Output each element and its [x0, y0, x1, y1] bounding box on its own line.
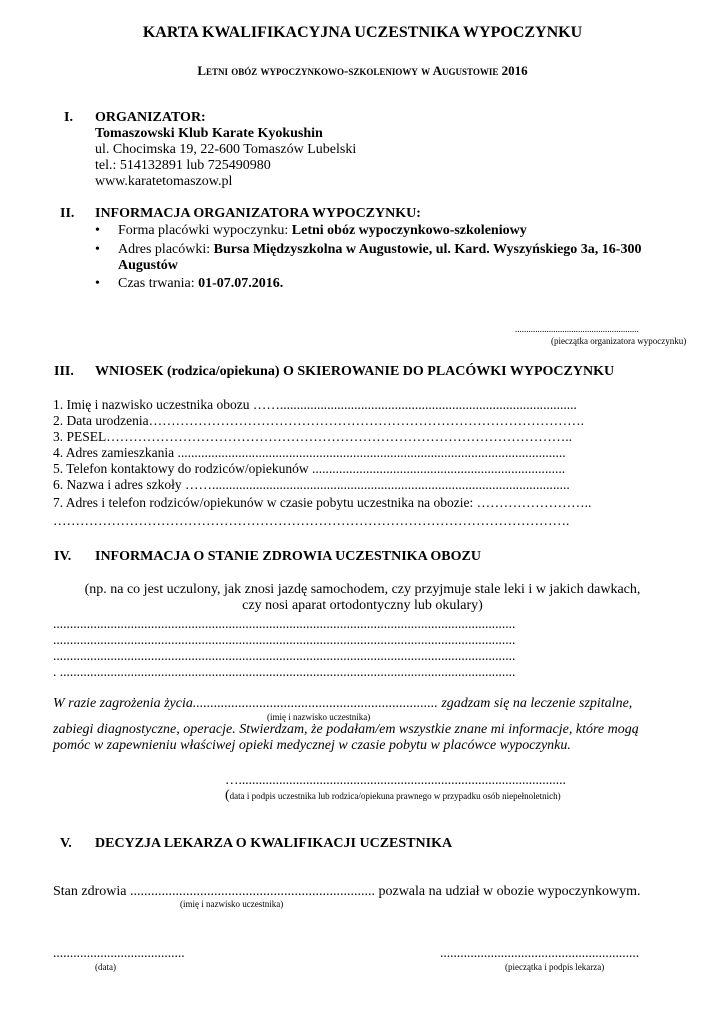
form-value: Letni obóz wypoczynkowo-szkoleniowy: [291, 223, 527, 238]
organizer-website: www.karatetomaszow.pl: [95, 174, 233, 189]
list-item-address: [118, 242, 641, 258]
health-hint: (np. na co jest uczulony, jak znosi jazdę samochodem, czy przyjmuje stale leki i w jakich dawkach,: [84, 582, 641, 597]
address-value: Bursa Międzyszkolna w Augustowie, ul. Kard. Wyszyńskiego 3a, 16-300: [213, 242, 642, 257]
doctor-signature-line[interactable]: ...........................................................: [440, 945, 640, 960]
section-number: II.: [60, 206, 75, 221]
organizer-address: ul. Chocimska 19, 22-600 Tomaszów Lubelski: [95, 142, 357, 157]
section-number: IV.: [54, 549, 72, 564]
organizer-name: Tomaszowski Klub Karate Kyokushin: [95, 126, 323, 141]
field-parent-address[interactable]: 7. Adres i telefon rodziców/opiekunów w czasie pobytu uczestnika na obozie: ……………………..: [53, 495, 592, 510]
date-line[interactable]: .......................................: [53, 945, 185, 960]
health-hint-continued: czy nosi aparat ortodontyczny lub okulary): [242, 598, 483, 613]
list-item-form: [118, 223, 527, 239]
consent-text-end: pomóc w zapewnieniu właściwej opieki medycznej w czasie pobytu w placówce wypoczynku.: [53, 738, 571, 753]
consent-caption: (imię i nazwisko uczestnika): [267, 712, 371, 722]
address-label: Adres placówki:: [118, 242, 214, 257]
date-caption: (data): [95, 962, 116, 972]
section-heading: ORGANIZATOR:: [95, 110, 206, 125]
section-number: III.: [54, 364, 74, 379]
field-parent-address-continued[interactable]: …………………………………………………………………………………………………….: [53, 513, 570, 528]
caption-paren: (: [225, 788, 230, 803]
form-label: Forma placówki wypoczynku:: [118, 223, 292, 238]
field-school[interactable]: 6. Nazwa i adres szkoły ……..........................................................................................................: [53, 477, 570, 492]
list-item-duration: [118, 276, 283, 292]
health-line[interactable]: . .......................................................................................................................................: [53, 664, 516, 679]
health-line[interactable]: .........................................................................................................................................: [53, 616, 516, 631]
health-status-line[interactable]: Stan zdrowia ...................................................................... pozwala na udział w obozie wypoczynkowym.: [53, 884, 641, 899]
address-value-continued: Augustów: [118, 258, 178, 273]
field-birth-date[interactable]: 2. Data urodzenia…………………………………………………………………………………….: [53, 413, 584, 428]
section-heading: WNIOSEK (rodzica/opiekuna) O SKIEROWANIE DO PLACÓWKI WYPOCZYNKU: [95, 364, 615, 379]
parent-signature-line[interactable]: ….................................................................................................: [225, 772, 566, 787]
duration-label: Czas trwania:: [118, 276, 199, 291]
health-status-caption: (imię i nazwisko uczestnika): [180, 899, 284, 909]
section-heading: DECYZJA LEKARZA O KWALIFIKACJI UCZESTNIKA: [95, 836, 453, 851]
doctor-signature-caption: (pieczątka i podpis lekarza): [505, 962, 605, 972]
field-participant-name[interactable]: 1. Imię i nazwisko uczestnika obozu ……........................................................................................: [53, 397, 577, 412]
field-parent-phone[interactable]: 5. Telefon kontaktowy do rodziców/opiekunów ...........................................................................: [53, 461, 566, 476]
document-title: KARTA KWALIFIKACYJNA UCZESTNIKA WYPOCZYNKU: [142, 24, 583, 41]
organizer-stamp-caption: (pieczątka organizatora wypoczynku): [551, 336, 687, 346]
organizer-stamp-line: .......................................................: [515, 324, 639, 334]
section-heading: INFORMACJA O STANIE ZDROWIA UCZESTNIKA OBOZU: [95, 549, 481, 564]
section-number: V.: [60, 836, 72, 851]
health-line[interactable]: .........................................................................................................................................: [53, 632, 516, 647]
caption-text: data i podpis uczestnika lub rodzica/opiekuna prawnego w przypadku osób niepełnoletnich): [229, 791, 561, 801]
section-number: I.: [64, 110, 73, 125]
field-pesel[interactable]: 3. PESEL…………………………………………………………………………………………..: [53, 429, 573, 444]
consent-text: W razie zagrożenia życia...................................................................... zgadzam się na leczenie szpitalne,: [53, 696, 633, 711]
consent-text-continued: zabiegi diagnostyczne, operacje. Stwierdzam, że podałam/em wszystkie znane mi informacje, które mogą: [53, 722, 639, 737]
section-heading: INFORMACJA ORGANIZATORA WYPOCZYNKU:: [95, 206, 421, 221]
parent-signature-caption: [225, 786, 561, 804]
document-subtitle: Letni obóz wypoczynkowo-szkoleniowy w Augustowie 2016: [197, 63, 528, 78]
health-line[interactable]: .........................................................................................................................................: [53, 648, 516, 663]
organizer-phone: tel.: 514132891 lub 725490980: [95, 158, 271, 173]
duration-value: 01-07.07.2016.: [198, 276, 284, 291]
field-home-address[interactable]: 4. Adres zamieszkania ...................................................................................................................: [53, 445, 566, 460]
